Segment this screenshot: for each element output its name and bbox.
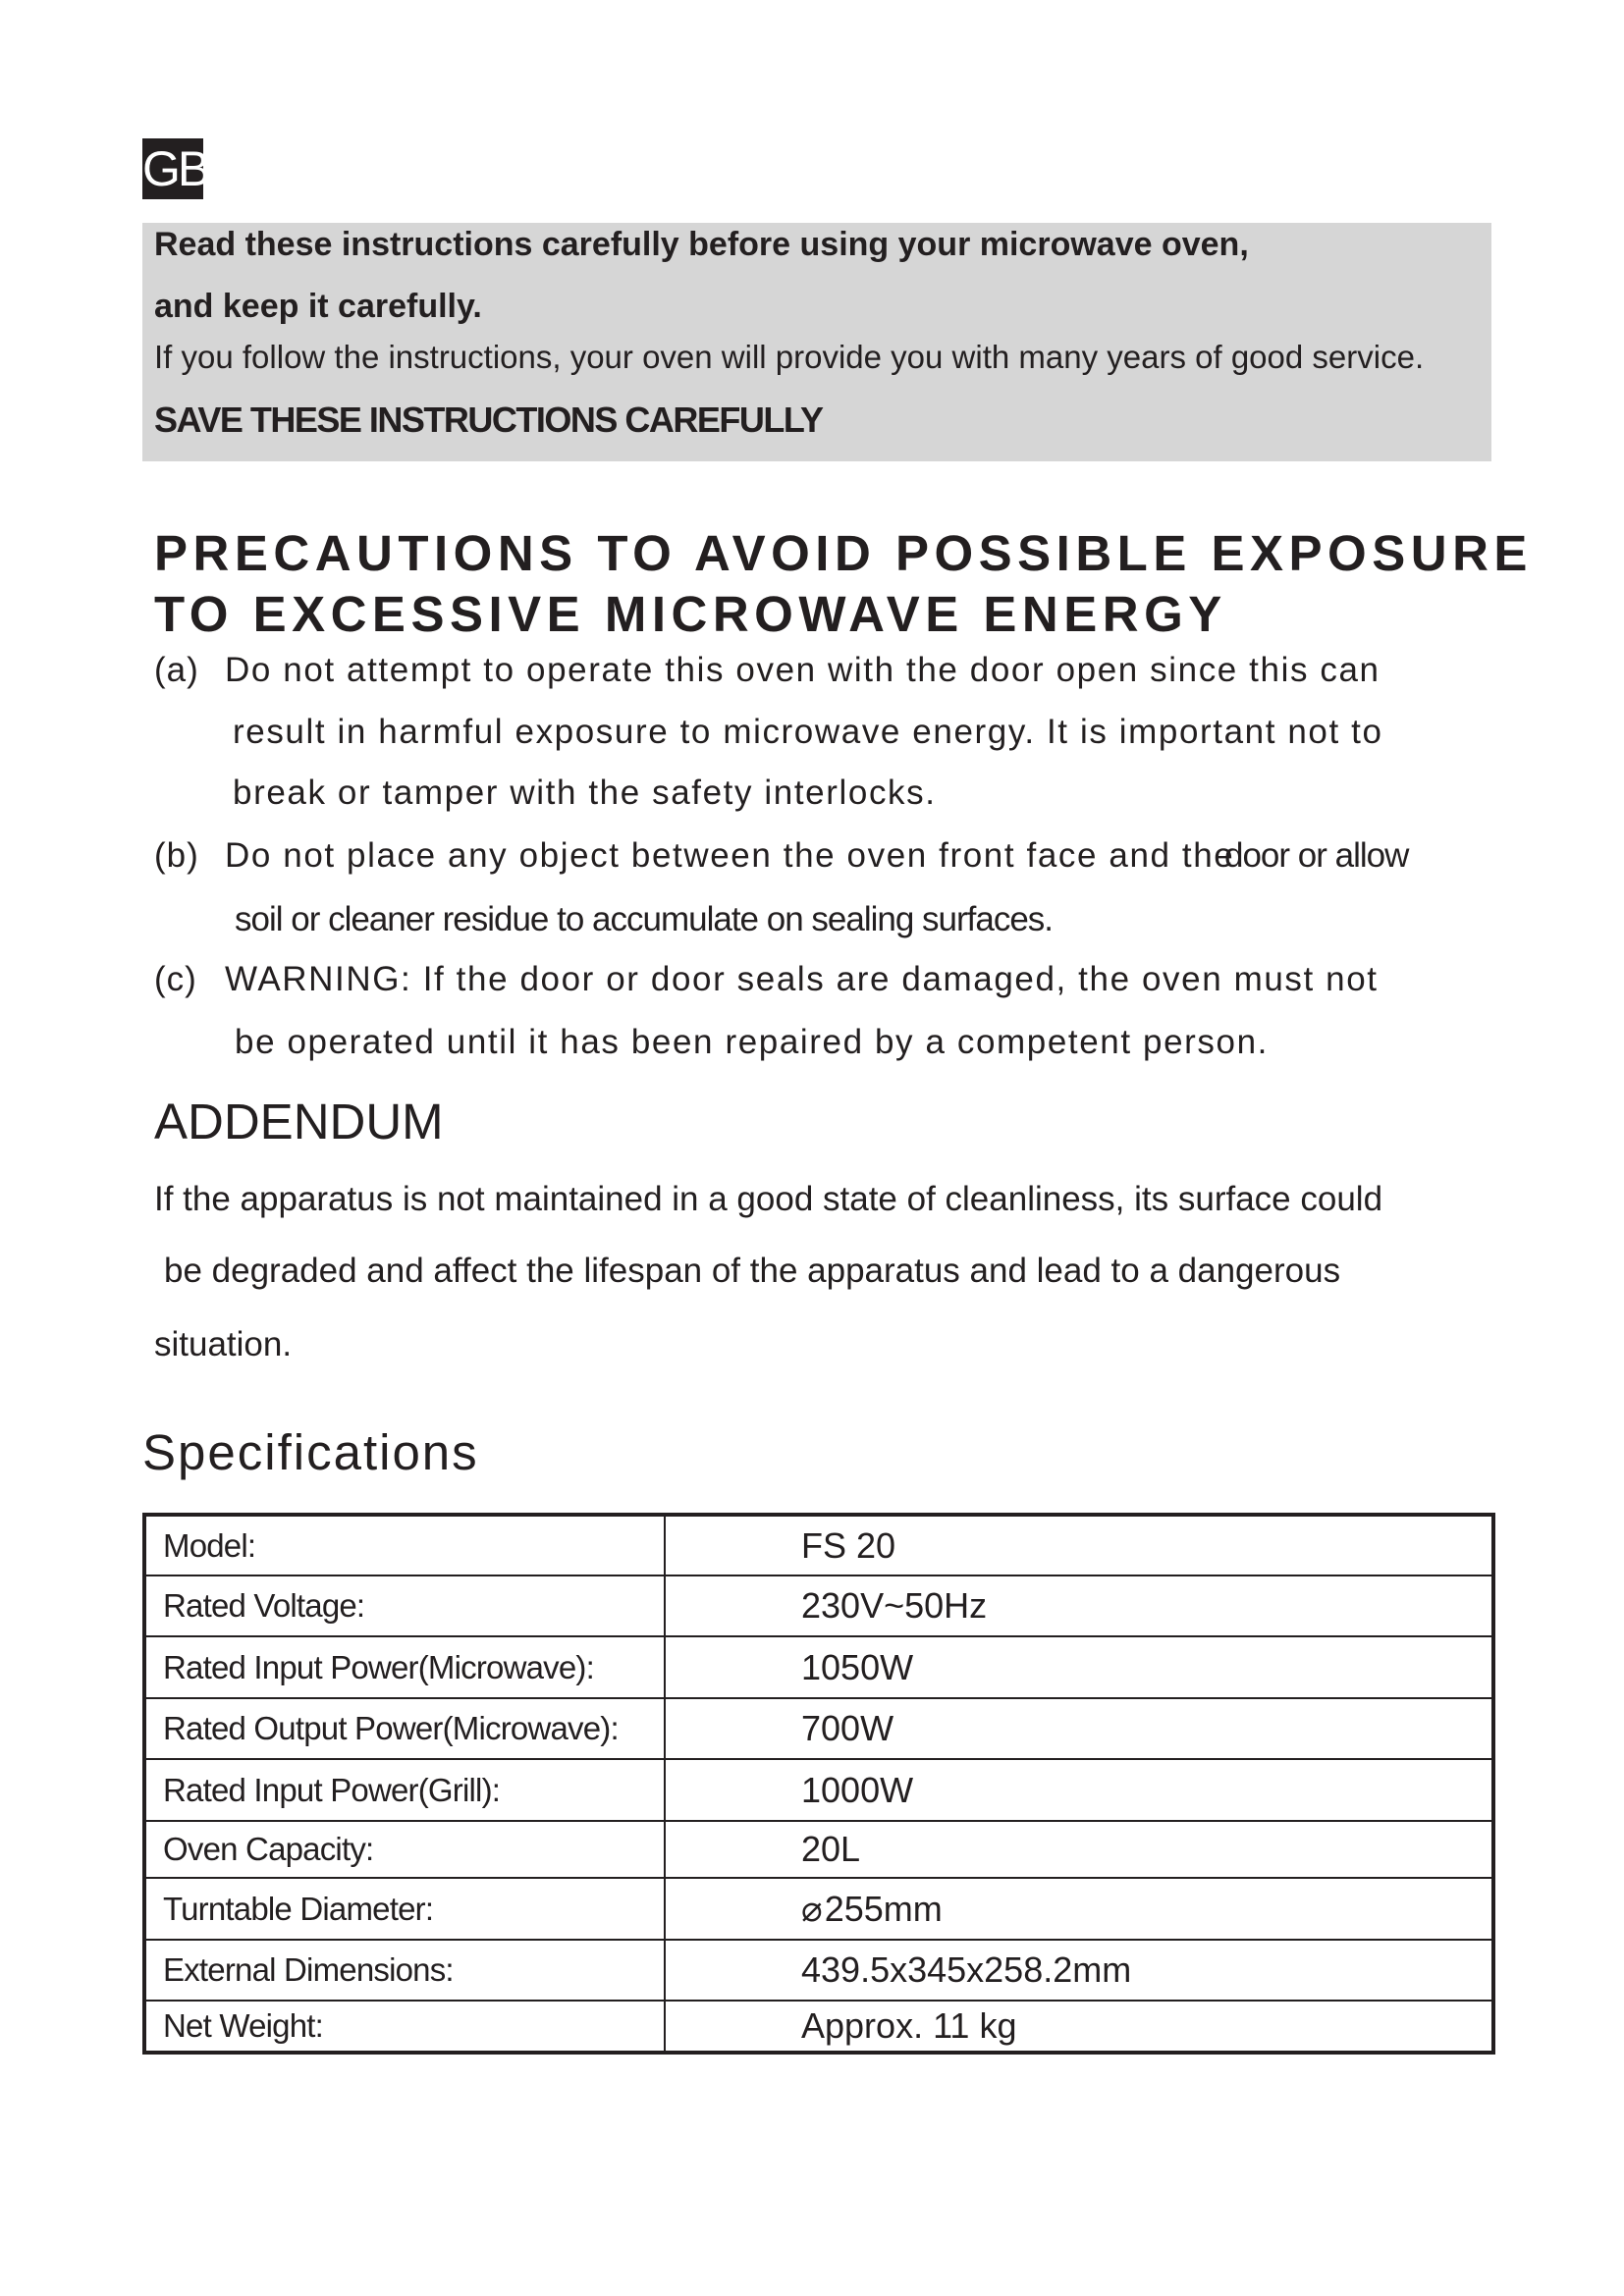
precaution-c-line-1: WARNING: If the door or door seals are damaged, the oven must not	[225, 960, 1379, 998]
precaution-c-line-2: be operated until it has been repaired by a competent person.	[235, 1023, 1269, 1061]
specifications-heading: Specifications	[142, 1424, 479, 1480]
addendum-line-3: situation.	[154, 1325, 293, 1363]
spec-value: 20L	[665, 1821, 1493, 1878]
table-row	[144, 1878, 1493, 1940]
spec-value: 1050W	[665, 1636, 1493, 1698]
addendum-line-1: If the apparatus is not maintained in a good state of cleanliness, its surface could	[154, 1180, 1383, 1218]
notice-line-1: Read these instructions carefully before using your microwave oven,	[154, 226, 1249, 263]
spec-value-cell	[665, 1878, 1493, 1940]
precaution-a-line-2: result in harmful exposure to microwave energy. It is important not to	[233, 713, 1383, 751]
spec-label: Model:	[144, 1515, 665, 1575]
precaution-b-line-1-end: door or allow	[1224, 836, 1409, 875]
specifications-table	[142, 1513, 1495, 2055]
notice-box	[142, 223, 1491, 461]
precautions-title-line-2: TO EXCESSIVE MICROWAVE ENERGY	[154, 586, 1227, 642]
addendum-line-2: be degraded and affect the lifespan of the apparatus and lead to a dangerous	[164, 1252, 1341, 1290]
addendum-heading: ADDENDUM	[154, 1094, 444, 1149]
spec-value: 439.5x345x258.2mm	[665, 1940, 1493, 2001]
spec-value: 1000W	[665, 1759, 1493, 1821]
spec-value: Approx. 11 kg	[665, 2001, 1493, 2053]
spec-label: Turntable Diameter:	[144, 1878, 665, 1940]
spec-label: Rated Voltage:	[144, 1575, 665, 1636]
notice-line-3: If you follow the instructions, your oven will provide you with many years of good service.	[154, 339, 1425, 375]
table-row	[144, 1575, 1493, 1636]
table-row	[144, 1821, 1493, 1878]
spec-value: 700W	[665, 1698, 1493, 1759]
notice-line-2: and keep it carefully.	[154, 288, 482, 325]
spec-value: 255mm	[824, 1888, 943, 1929]
spec-label: Rated Input Power(Grill):	[144, 1759, 665, 1821]
spec-label: Net Weight:	[144, 2001, 665, 2053]
precaution-b-line-2: soil or cleaner residue to accumulate on sealing surfaces.	[235, 900, 1054, 938]
spec-label: External Dimensions:	[144, 1940, 665, 2001]
precaution-marker-b: (b)	[154, 836, 199, 875]
language-badge: GB	[142, 138, 203, 199]
precaution-b-line-1: Do not place any object between the oven front face and the	[225, 836, 1235, 875]
spec-label: Oven Capacity:	[144, 1821, 665, 1878]
spec-label: Rated Output Power(Microwave):	[144, 1698, 665, 1759]
spec-label: Rated Input Power(Microwave):	[144, 1636, 665, 1698]
precaution-a-line-3: break or tamper with the safety interlocks.	[233, 774, 937, 812]
precautions-title	[154, 523, 1533, 645]
table-row	[144, 1759, 1493, 1821]
diameter-symbol-icon: ⌀	[801, 1888, 823, 1929]
precaution-marker-a: (a)	[154, 651, 199, 689]
precautions-title-line-1: PRECAUTIONS TO AVOID POSSIBLE EXPOSURE	[154, 525, 1533, 581]
table-row	[144, 1940, 1493, 2001]
precaution-a-line-1: Do not attempt to operate this oven with the door open since this can	[225, 651, 1380, 689]
table-row	[144, 2001, 1493, 2053]
table-row	[144, 1636, 1493, 1698]
spec-value: FS 20	[665, 1515, 1493, 1575]
notice-save-instructions: SAVE THESE INSTRUCTIONS CAREFULLY	[154, 400, 823, 440]
precaution-marker-c: (c)	[154, 960, 197, 998]
spec-value: 230V~50Hz	[665, 1575, 1493, 1636]
table-row	[144, 1698, 1493, 1759]
table-row	[144, 1515, 1493, 1575]
